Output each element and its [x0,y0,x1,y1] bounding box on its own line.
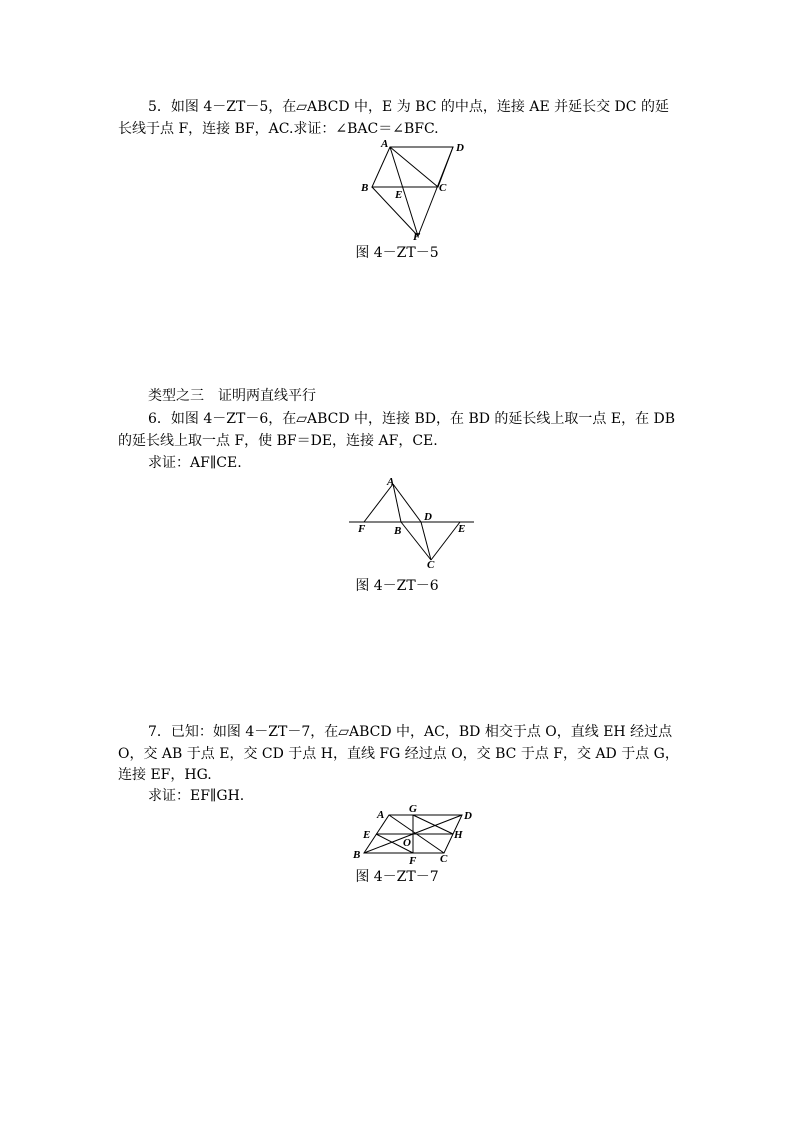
problem-6-line-1: 6．如图 4－ZT－6，在▱ABCD 中，连接 BD，在 BD 的延长线上取一点 E，在 DB [148,411,676,427]
label-c: C [427,559,435,571]
figure-4-zt-7 [348,802,478,868]
label-f: F [409,855,417,867]
problem-7-line-2: O，交 AB 于点 E，交 CD 于点 H，直线 FG 经过点 O，交 BC 于点 F，交 AD 于点 G， [118,746,679,762]
label-c: C [440,853,448,865]
problem-7-line-4: 求证：EF∥GH. [148,788,245,804]
label-f: F [413,231,421,243]
figure-4-zt-5 [355,138,475,242]
figure-7-caption: 图 4－ZT－7 [355,869,439,885]
label-h: H [454,829,463,841]
figure-6-caption: 图 4－ZT－6 [355,578,439,594]
label-c: C [439,182,447,194]
problem-5-line-1: 5．如图 4－ZT－5，在▱ABCD 中，E 为 BC 的中点，连接 AE 并延长交 DC 的延 [148,99,669,115]
label-g: G [409,803,417,815]
label-a: A [381,138,389,150]
figure-5-caption: 图 4－ZT－5 [355,245,439,261]
label-d: D [424,511,432,523]
label-b: B [353,849,361,861]
label-b: B [394,525,402,537]
label-d: D [464,810,472,822]
problem-6-line-2: 的延长线上取一点 F，使 BF＝DE，连接 AF，CE. [118,433,438,449]
segment-df [418,147,453,236]
label-o: O [403,837,411,849]
label-a: A [377,809,385,821]
label-a: A [387,476,395,488]
parallelogram-abcd [372,147,453,187]
label-d: D [456,142,464,154]
segment-af [364,484,393,522]
figure-4-zt-6 [349,474,475,570]
label-e: E [395,189,403,201]
label-e: E [363,829,371,841]
segment-ce [431,522,460,560]
label-b: B [361,182,369,194]
label-f: F [358,523,366,535]
segment-ac [390,147,438,187]
problem-6-line-3: 求证：AF∥CE. [148,455,242,471]
problem-5-line-2: 长线于点 F，连接 BF，AC.求证：∠BAC＝∠BFC. [118,121,439,137]
label-e: E [458,523,466,535]
problem-7-line-3: 连接 EF，HG. [118,767,212,783]
problem-7-line-1: 7．已知：如图 4－ZT－7，在▱ABCD 中，AC，BD 相交于点 O，直线 EH 经过点 [148,724,673,740]
section-heading: 类型之三 证明两直线平行 [148,388,316,404]
